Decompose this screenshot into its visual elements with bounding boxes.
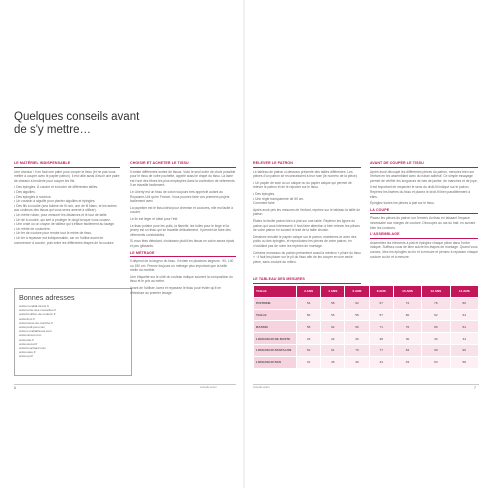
- section-title-assembly: L'ASSEMBLAGE: [370, 232, 478, 239]
- list-item: • Une règle transparente de 50 cm.: [253, 196, 305, 201]
- table-row: [254, 297, 479, 309]
- column-materials: [14, 160, 120, 245]
- table-cell: 66: [345, 321, 369, 333]
- paragraph: Il dépend de la largeur du tissu. Il existe en plusieurs largeurs : 90, 140 ou 150 cm. Prenez toujours un métrage plus important que la taille réelle du modèle.: [130, 259, 234, 273]
- table-row-label: LONGUEUR BAS: [254, 356, 297, 368]
- table-header-cell: 6 ANS: [345, 286, 369, 298]
- column-fabric: [130, 160, 236, 297]
- paragraph: Étalez la feuille patron bien à plat sur une table. Repérez les lignes du patron qui vous intéressent. Il faut faire attention à bien relever les pièces de votre patron en suivant le trait de la taille choisie.: [253, 218, 360, 233]
- page-headline: Quelques conseils avant de s'y mettre…: [14, 111, 140, 136]
- list-item: • Une craie ou un crayon de tailleur qui s'efface facilement au lavage.: [14, 222, 115, 227]
- table-row-label: LONGUEUR PANTALON: [254, 344, 297, 356]
- footer-credit-left: conseils avant: [200, 386, 217, 389]
- footer-credit-right: conseils avant: [253, 386, 270, 389]
- section-title-before-cutting: AVANT DE COUPER LE TISSU: [370, 161, 478, 168]
- table-cell: 77: [369, 344, 393, 356]
- table-cell: 61: [321, 344, 345, 356]
- addresses-list: [19, 304, 56, 359]
- table-cell: 80: [422, 321, 450, 333]
- address-link[interactable]: www.petit-pan.com: [19, 325, 46, 330]
- table-row: [254, 321, 479, 333]
- table-header-row: [254, 286, 479, 298]
- table-header-cell: 10 ANS: [393, 286, 421, 298]
- table-cell: 62: [321, 321, 345, 333]
- table-cell: 32: [422, 333, 450, 345]
- table-cell: 62: [422, 309, 450, 321]
- table-cell: 72: [393, 297, 421, 309]
- address-link[interactable]: www.mondialtissus.com: [19, 329, 52, 334]
- book-gutter: [243, 0, 245, 488]
- paragraph: Placez les pièces du patron sur l'envers du tissu en laissant l'espace nécessaire aux marges de couture. Découpez au ras du trait, en suivant bien les contours.: [370, 216, 476, 230]
- table-cell: 35: [321, 356, 345, 368]
- address-link[interactable]: www.rascol.fr: [19, 341, 38, 346]
- table-cell: 80: [450, 297, 478, 309]
- paragraph: Après avoir découpé les différentes pièces du patron, mesurez bien sur l'enfant en les assemblant avec du ruban adhésif. Ce simple essayage permet de vérifier les longueurs de bas de jambe, de manches et de jupe.: [370, 169, 478, 183]
- table-row-label: POITRINE: [254, 297, 297, 309]
- table-cell: 26: [345, 333, 369, 345]
- table-cell: 58: [297, 321, 321, 333]
- table-cell: 50: [297, 309, 321, 321]
- table-row: [254, 309, 479, 321]
- table-header-cell: TAILLE: [254, 286, 297, 298]
- table-row: [254, 333, 479, 345]
- address-link[interactable]: www.dmc.fr: [19, 316, 35, 321]
- address-link[interactable]: www.bouchard.com: [19, 346, 46, 351]
- table-cell: 84: [450, 321, 478, 333]
- address-link[interactable]: www.mondial-tissus.fr: [19, 304, 49, 308]
- section-title-yardage: LE MÉTRAGE: [130, 251, 236, 258]
- table-cell: 76: [422, 297, 450, 309]
- section-title-cutting: LA COUPE: [370, 208, 478, 215]
- list-item: • Des épingles à nourrice.: [14, 194, 52, 199]
- page-number-left: 6: [14, 386, 16, 390]
- list-item: • Des épingles.: [253, 191, 276, 196]
- table-cell: 30: [393, 333, 421, 345]
- subheading: Comment faire: [253, 201, 275, 206]
- table-row: [254, 344, 479, 356]
- table-cell: 40: [345, 356, 369, 368]
- address-link[interactable]: www.elle.fr: [19, 337, 34, 342]
- column-pattern: [253, 160, 361, 266]
- table-cell: 58: [321, 297, 345, 309]
- table-cell: 52: [297, 344, 321, 356]
- table-cell: 28: [369, 333, 393, 345]
- paragraph: Avant de l'utiliser, lavez et repassez le tissu pour éviter qu'il ne rétrécisse au premier lavage.: [130, 286, 221, 295]
- table-row-label: BASSIN: [254, 321, 297, 333]
- paragraph: Le tissu polaire pour les pulls, la flanelle, les toiles pour le linge et la jersey est un tissu qui se travaille délicatement. Il permet de faire des vêtements confortables.: [130, 223, 231, 237]
- paragraph: Assemblez les éléments à plat et épinglez chaque pièce dans l'ordre indiqué. Suffisez-vous de bien suivre les étapes de montage. Quand vous cousez, ôtez les épingles au fur et à mesure et pensez à repasser chaque couture au fur et à mesure.: [370, 240, 478, 259]
- table-header-cell: 2 ANS: [297, 286, 321, 298]
- table-header-cell: 4 ANS: [321, 286, 345, 298]
- address-link[interactable]: www.saxe.fr: [19, 350, 36, 355]
- table-header-cell: 8 ANS: [369, 286, 393, 298]
- table-cell: 58: [450, 356, 478, 368]
- address-link[interactable]: www.epi.fr: [19, 354, 34, 359]
- table-cell: 24: [321, 333, 345, 345]
- list-item: • Un fer de couture pour rendre tout le mètre de tissu.: [14, 231, 92, 236]
- paragraph: Le lin est léger et idéal pour l'été.: [130, 216, 179, 221]
- paragraph: La popeline est le tissu idéal pour chemise et coutures, elle est facile à coudre.: [130, 205, 233, 215]
- table-cell: 76: [393, 321, 421, 333]
- list-item: • Un fer à repasser est indispensable, car on l'utilise avant de commencer à coudre, puis entre les différentes étapes de la couture.: [14, 235, 115, 245]
- page-number-right: 7: [474, 386, 476, 390]
- list-item: • Des fils à coudre (sea bobine de fil noir, une de fil blanc, et les autres aux couleurs des tissus qui vous serez amené à utiliser).: [14, 203, 117, 213]
- paragraph: Une étiquette sur le côté du rouleau indique souvent la composition du tissu et le prix au mètre.: [130, 274, 233, 284]
- table-cell: 64: [450, 309, 478, 321]
- paragraph: Il est important de respecter le sens du droit-fil indiqué sur le patron. Repérez les lisières du tissu et placez le droit-fil bien parallèlement à elles.: [370, 185, 471, 199]
- list-item: • Un coussin à aiguille pour planter aiguilles et épingles.: [14, 199, 96, 204]
- list-item: • Un mètre ruban, pour mesurer les distances et le tour de taille.: [14, 212, 108, 217]
- paragraph: Si vous êtes débutant, choisissez plutôt les tissus en coton assez épais et peu glissants.: [130, 239, 235, 248]
- table-cell: 53: [321, 309, 345, 321]
- paragraph: • Un papier de soie ou un calque ou du papier calque qui permet de relever le patron et de le reporter sur le tissu.: [253, 180, 352, 190]
- table-cell: 23: [297, 333, 321, 345]
- table-cell: 31: [297, 356, 321, 368]
- address-link[interactable]: www.tissus-du-marché.fr: [19, 320, 53, 325]
- table-cell: 71: [369, 321, 393, 333]
- table-cell: 60: [393, 309, 421, 321]
- table-cell: 44: [369, 356, 393, 368]
- paragraph: Le tableau de patron ci-dessous présente des tailles différentes. Les pièces d'un patron se reconnaissent à leur nom (le numéro de la pièce).: [253, 169, 358, 179]
- list-item: • Un mètre de couturière.: [14, 226, 51, 231]
- table-cell: 49: [393, 356, 421, 368]
- measurements-table: [253, 285, 479, 369]
- list-item: • Des épingles. À coudre et à broder de différentes tailles.: [14, 185, 99, 190]
- list-item: • Des aiguilles.: [14, 189, 36, 194]
- address-link[interactable]: www.reine-des-cousettes.fr: [19, 308, 57, 313]
- table-header-cell: 14 ANS: [450, 286, 478, 298]
- table-cell: 67: [369, 297, 393, 309]
- section-title-measures: LE TABLEAU DES MESURES: [253, 277, 361, 284]
- table-row-label: LONGUEUR DE BUSTE: [254, 333, 297, 345]
- table-row: [254, 356, 479, 368]
- table-row-label: TAILLE: [254, 309, 297, 321]
- table-cell: 70: [345, 344, 369, 356]
- address-link[interactable]: www.bouillon-de-couture.fr: [19, 312, 56, 317]
- section-title-pattern: RELEVER LE PATRON: [253, 161, 361, 168]
- address-link[interactable]: www.rascol.com: [19, 333, 42, 338]
- table-cell: 62: [345, 297, 369, 309]
- table-cell: 34: [450, 333, 478, 345]
- table-cell: 55: [345, 309, 369, 321]
- section-title-fabric: CHOISIR ET ACHETER LE TISSU: [130, 161, 236, 168]
- addresses-box: [14, 288, 132, 376]
- column-cutting: [370, 160, 478, 261]
- paragraph: Épinglez toutes les pièces à plat sur le tissu.: [370, 201, 435, 206]
- table-cell: 84: [393, 344, 421, 356]
- table-cell: 96: [450, 344, 478, 356]
- list-item: • Un dé à coudre, qui sert à protéger le doigt lorsque vous cousez.: [14, 217, 111, 222]
- table-cell: 90: [422, 344, 450, 356]
- footer-rule-left: [14, 384, 236, 385]
- paragraph: Dessinez ensuite le papier calque sur le patron, maintenez-le avec des poids ou des épingles, et reproduisez les pièces de votre patron, en n'oubliant pas de noter les repères de montage.: [253, 234, 357, 248]
- addresses-title: Bonnes adresses: [19, 293, 75, 302]
- paragraph: Il existe différentes sortes de tissus. Voici le seul ordre de choix possible pour le tissu de votre pochette, appelé aussi le drapé du tissu. La laine est l'une des fibres les plus employées dans la confection de vêtements. Il se travaille facilement.: [130, 169, 236, 188]
- table-header-cell: 12 ANS: [422, 286, 450, 298]
- section-title-materials: LE MATÉRIEL INDISPENSABLE: [14, 161, 120, 168]
- paragraph: Après avoir pris les mesures de l'enfant, repérez sur le tableau la taille de patron.: [253, 207, 361, 217]
- materials-intro: Une ciseaux ! Il en faut une paire pour couper le tissu (et ne pas vous mettre à couper avec le papier patron). Il est utile aussi d'avoir une paire de ciseaux à broderie pour couper les fils.: [14, 169, 120, 183]
- footer-rule-right: [253, 384, 479, 385]
- table-cell: 54: [297, 297, 321, 309]
- table-cell: 57: [369, 309, 393, 321]
- paragraph: Certains morceaux du patron présentent aussi la mention « pliure du tissu » : il faut les placer sur le pli du tissu afin de les couper en une seule pièce, sans couture au milieu.: [253, 250, 361, 264]
- paragraph: Le Liberty est un tissu de coton toujours très apprécié autant au Royaume-Uni qu'en France. Vous pourrez faire vos premiers projets facilement avec.: [130, 189, 230, 204]
- table-cell: 53: [422, 356, 450, 368]
